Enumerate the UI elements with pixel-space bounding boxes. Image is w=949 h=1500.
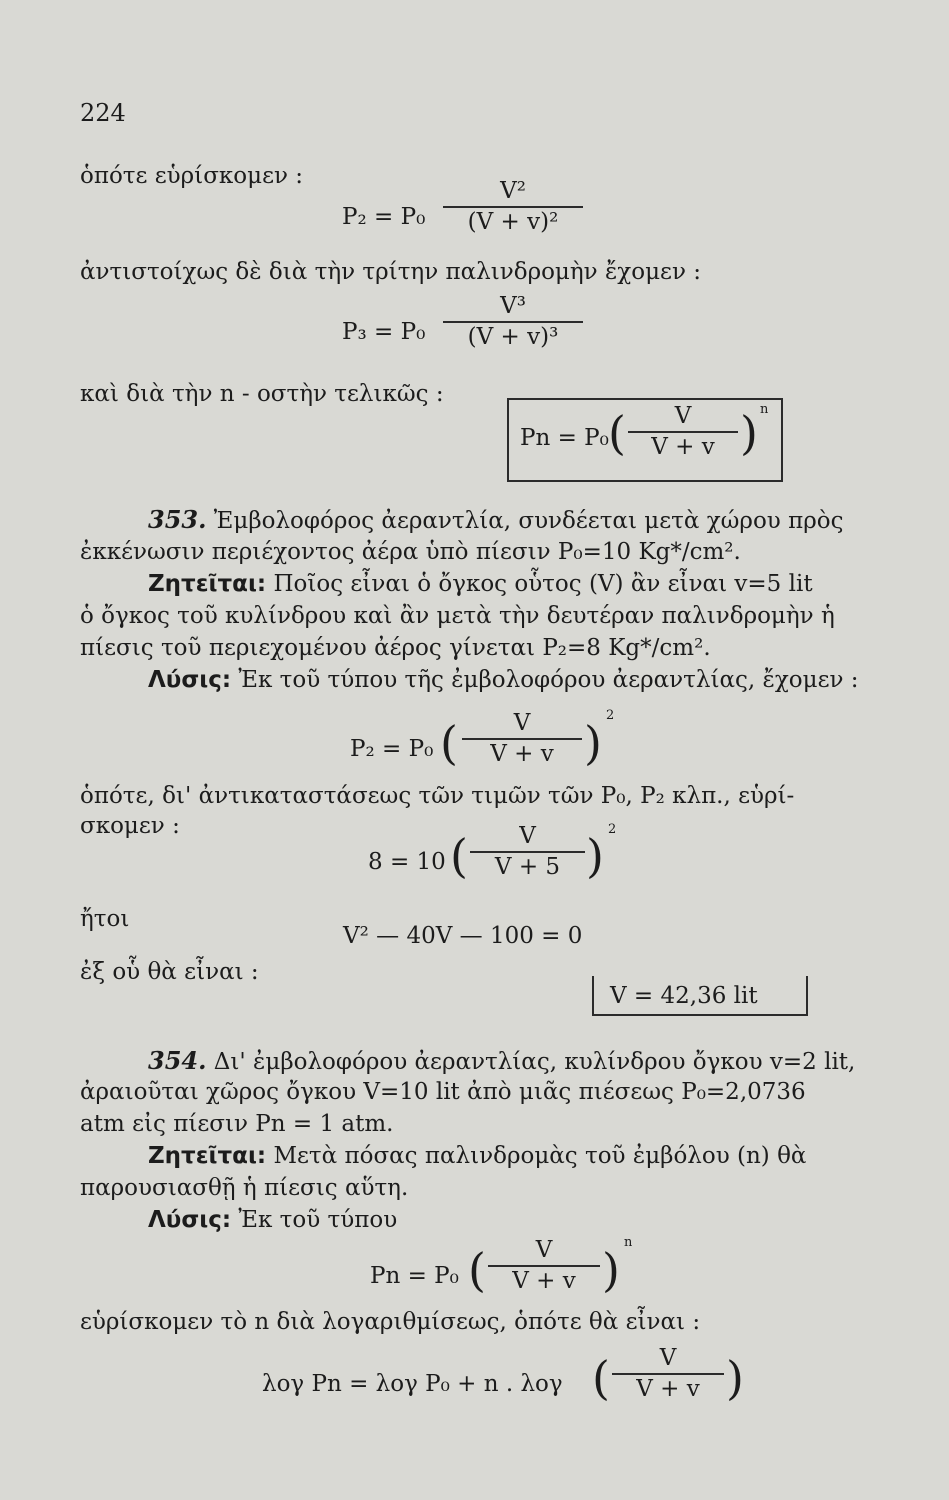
close-paren: ) bbox=[584, 716, 602, 770]
numerator: V bbox=[470, 825, 585, 853]
problem-353-line-6 bbox=[148, 666, 859, 695]
denominator: V + v bbox=[512, 1268, 576, 1294]
fraction bbox=[470, 825, 585, 879]
text-line: ἀντιστοίχως δὲ διὰ τὴν τρίτην παλινδρομὴν ἔχομεν : bbox=[80, 259, 701, 285]
denominator: (V + v)³ bbox=[467, 324, 559, 350]
numerator: V bbox=[462, 712, 582, 740]
problem-text: ὁ ὄγκος τοῦ κυλίνδρου καὶ ἂν μετὰ τὴν δευτέραν παλινδρομὴν ἡ bbox=[80, 603, 835, 629]
problem-354-line-1 bbox=[148, 1046, 855, 1077]
close-paren: ) bbox=[740, 406, 758, 460]
lysis-label: Λύσις: bbox=[148, 1207, 232, 1233]
numerator: V² bbox=[443, 180, 583, 208]
open-paren: ( bbox=[468, 1243, 486, 1297]
formula-lhs: P₂ = P₀ bbox=[350, 736, 434, 762]
zhteitai-label: Ζητεῖται: bbox=[148, 1143, 267, 1169]
problem-text: Ἐκ τοῦ τύπου τῆς ἐμβολοφόρου ἀεραντλίας, ἔχομεν : bbox=[238, 667, 859, 693]
denominator: (V + v)² bbox=[467, 209, 559, 235]
problem-text: ὁπότε, δι' ἀντικαταστάσεως τῶν τιμῶν τῶν P₀, P₂ κλπ., εὑρί- bbox=[80, 783, 795, 809]
fraction bbox=[443, 180, 583, 234]
problem-text: atm εἰς πίεσιν Pn = 1 atm. bbox=[80, 1111, 394, 1137]
text-line: ὁπότε εὑρίσκομεν : bbox=[80, 163, 304, 189]
problem-text: ἤτοι bbox=[80, 906, 130, 932]
equation: V² — 40V — 100 = 0 bbox=[343, 923, 583, 949]
fraction bbox=[462, 712, 582, 766]
problem-text: ἐκκένωσιν περιέχοντος ἀέρα ὑπὸ πίεσιν P₀=10 Kg*/cm². bbox=[80, 539, 741, 565]
problem-354-line-6 bbox=[148, 1206, 397, 1235]
problem-text: σκομεν : bbox=[80, 813, 180, 839]
fraction bbox=[488, 1239, 600, 1293]
problem-353-line-3 bbox=[148, 570, 813, 599]
page-number: 224 bbox=[80, 99, 126, 127]
formula-lhs: P₃ = P₀ bbox=[342, 319, 426, 345]
zhteitai-label: Ζητεῖται: bbox=[148, 571, 267, 597]
problem-text: Δι' ἐμβολοφόρου ἀεραντλίας, κυλίνδρου ὄγκου v=2 lit, bbox=[213, 1049, 856, 1075]
exponent: 2 bbox=[606, 708, 615, 723]
problem-text: Ἐκ τοῦ τύπου bbox=[238, 1207, 398, 1233]
problem-text: Μετὰ πόσας παλινδρομὰς τοῦ ἐμβόλου (n) θὰ bbox=[273, 1143, 807, 1169]
denominator: V + v bbox=[636, 1376, 700, 1402]
formula-lhs: 8 = 10 bbox=[368, 849, 446, 875]
formula-lhs: Pn = P₀ bbox=[370, 1263, 459, 1289]
text-line: καὶ διὰ τὴν n - οστὴν τελικῶς : bbox=[80, 381, 444, 407]
open-paren: ( bbox=[450, 829, 468, 883]
denominator: V + 5 bbox=[494, 854, 561, 880]
problem-text: ἀραιοῦται χῶρος ὄγκου V=10 lit ἀπὸ μιᾶς πιέσεως P₀=2,0736 bbox=[80, 1079, 806, 1105]
problem-text: πίεσις τοῦ περιεχομένου ἀέρος γίνεται P₂=8 Kg*/cm². bbox=[80, 635, 711, 661]
problem-text: ἐξ οὗ θὰ εἶναι : bbox=[80, 959, 259, 985]
formula-lhs: λογ Pn = λογ P₀ + n . λογ bbox=[262, 1371, 563, 1397]
close-paren: ) bbox=[726, 1351, 744, 1405]
exponent: n bbox=[760, 402, 769, 417]
fraction bbox=[443, 295, 583, 349]
numerator: V bbox=[488, 1239, 600, 1267]
numerator: V bbox=[612, 1347, 724, 1375]
open-paren: ( bbox=[440, 716, 458, 770]
problem-text: παρουσιασθῇ ἡ πίεσις αὕτη. bbox=[80, 1175, 409, 1201]
answer: V = 42,36 lit bbox=[610, 983, 758, 1009]
lysis-label: Λύσις: bbox=[148, 667, 232, 693]
close-paren: ) bbox=[602, 1243, 620, 1297]
problem-354-line-4 bbox=[148, 1142, 806, 1171]
problem-number: 353. bbox=[148, 505, 207, 534]
fraction bbox=[628, 405, 738, 459]
open-paren: ( bbox=[608, 406, 626, 460]
denominator: V + v bbox=[490, 741, 554, 767]
numerator: V bbox=[628, 405, 738, 433]
problem-text: Ποῖος εἶναι ὁ ὄγκος οὗτος (V) ἂν εἶναι v=5 lit bbox=[273, 571, 813, 597]
problem-text: εὑρίσκομεν τὸ n διὰ λογαριθμίσεως, ὁπότε θὰ εἶναι : bbox=[80, 1309, 701, 1335]
numerator: V³ bbox=[443, 295, 583, 323]
exponent: 2 bbox=[608, 822, 617, 837]
close-paren: ) bbox=[586, 829, 604, 883]
formula-lhs: P₂ = P₀ bbox=[342, 204, 426, 230]
formula-lhs: Pn = P₀ bbox=[520, 425, 609, 451]
problem-number: 354. bbox=[148, 1046, 207, 1075]
denominator: V + v bbox=[651, 434, 715, 460]
problem-353-line-1 bbox=[148, 505, 843, 536]
problem-text: Ἐμβολοφόρος ἀεραντλία, συνδέεται μετὰ χώρου πρὸς bbox=[213, 508, 844, 534]
fraction bbox=[612, 1347, 724, 1401]
open-paren: ( bbox=[592, 1351, 610, 1405]
exponent: n bbox=[624, 1235, 633, 1250]
